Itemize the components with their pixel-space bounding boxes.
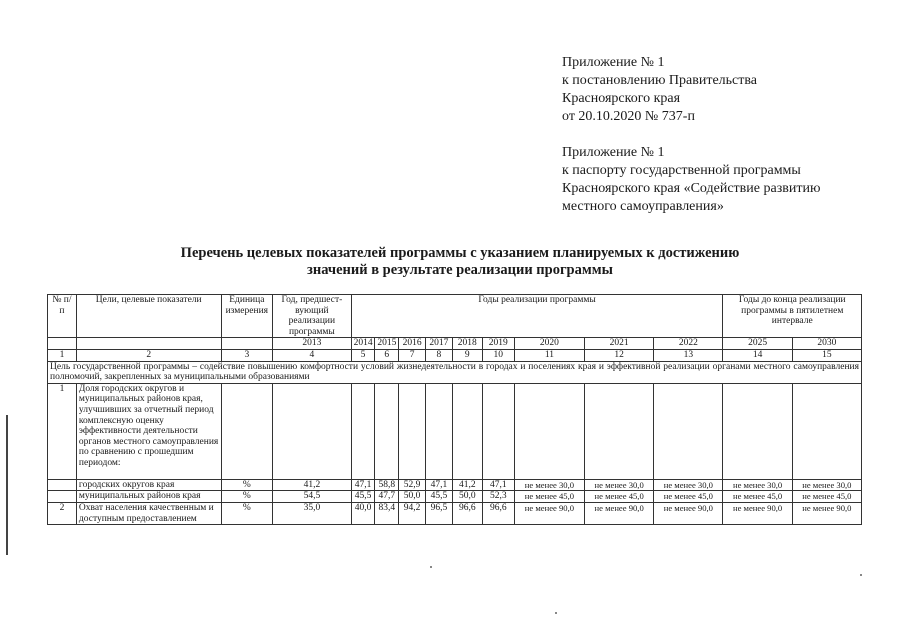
column-number: 10 bbox=[482, 349, 514, 361]
header-num: № п/п bbox=[48, 295, 77, 338]
value-cell: не менее 45,0 bbox=[585, 491, 654, 503]
value-cell: 94,2 bbox=[399, 502, 426, 524]
value-cell: 96,6 bbox=[452, 502, 482, 524]
value-cell: 45,5 bbox=[351, 491, 375, 503]
scan-speck bbox=[555, 612, 557, 614]
header-year: 2014 bbox=[351, 338, 375, 350]
value-cell: 52,9 bbox=[399, 479, 426, 491]
row-name: Доля городских округов и муниципальных районов края, улучшивших за отчетный период комплексную оценку эффективности деятельности органов местного самоуправления по сравнению с прошедшим периодом: bbox=[76, 383, 221, 479]
value-cell: 54,5 bbox=[273, 491, 352, 503]
column-number: 1 bbox=[48, 349, 77, 361]
value-cell: не менее 90,0 bbox=[654, 502, 723, 524]
value-cell: не менее 45,0 bbox=[514, 491, 584, 503]
subrow-name: городских округов края bbox=[76, 479, 221, 491]
value-cell: не менее 90,0 bbox=[585, 502, 654, 524]
header-until-year: 2030 bbox=[792, 338, 861, 350]
value-cell: 52,3 bbox=[482, 491, 514, 503]
subrow-unit: % bbox=[221, 491, 273, 503]
title-line-1: Перечень целевых показателей программы с указанием планируемых к достижению bbox=[180, 245, 740, 261]
column-number: 14 bbox=[723, 349, 792, 361]
column-number: 15 bbox=[792, 349, 861, 361]
table-subrow bbox=[48, 491, 862, 503]
header-year: 2016 bbox=[399, 338, 426, 350]
header-year: 2020 bbox=[514, 338, 584, 350]
table-row bbox=[48, 383, 862, 479]
scan-edge-mark bbox=[6, 415, 8, 555]
value-cell: 50,0 bbox=[452, 491, 482, 503]
column-number: 8 bbox=[425, 349, 452, 361]
value-cell: 41,2 bbox=[452, 479, 482, 491]
value-cell: не менее 45,0 bbox=[723, 491, 792, 503]
value-cell: не менее 45,0 bbox=[792, 491, 861, 503]
appendix-block-passport bbox=[562, 144, 820, 216]
header-prev-year-label: Год, предшест- вующий реализации программы bbox=[273, 295, 352, 338]
appendix-block-resolution bbox=[562, 54, 757, 126]
header-year: 2021 bbox=[585, 338, 654, 350]
column-number: 12 bbox=[585, 349, 654, 361]
header-row bbox=[48, 295, 862, 338]
value-cell: не менее 30,0 bbox=[514, 479, 584, 491]
value-cell: не менее 45,0 bbox=[654, 491, 723, 503]
value-cell: 47,1 bbox=[425, 479, 452, 491]
value-cell: не менее 90,0 bbox=[514, 502, 584, 524]
appendix-line: Красноярского края bbox=[562, 91, 681, 106]
scan-speck bbox=[860, 574, 862, 576]
value-cell: 40,0 bbox=[351, 502, 375, 524]
value-cell: не менее 30,0 bbox=[654, 479, 723, 491]
goal-row bbox=[48, 361, 862, 383]
appendix-line: к паспорту государственной программы bbox=[562, 163, 801, 178]
value-cell: 96,5 bbox=[425, 502, 452, 524]
scan-speck bbox=[430, 566, 432, 568]
value-cell: не менее 90,0 bbox=[792, 502, 861, 524]
column-number: 7 bbox=[399, 349, 426, 361]
column-number: 13 bbox=[654, 349, 723, 361]
table-subrow bbox=[48, 479, 862, 491]
value-cell: не менее 30,0 bbox=[723, 479, 792, 491]
appendix-line: местного самоуправления» bbox=[562, 199, 724, 214]
header-year: 2015 bbox=[375, 338, 399, 350]
subrow-unit: % bbox=[221, 479, 273, 491]
value-cell: 96,6 bbox=[482, 502, 514, 524]
row-unit: % bbox=[221, 502, 273, 524]
header-until-end-label: Годы до конца реализации программы в пятилетнем интервале bbox=[723, 295, 862, 338]
header-until-year: 2025 bbox=[723, 338, 792, 350]
row-num: 1 bbox=[48, 383, 77, 479]
table-row bbox=[48, 502, 862, 524]
value-cell: 35,0 bbox=[273, 502, 352, 524]
column-numbers-row bbox=[48, 349, 862, 361]
header-year: 2017 bbox=[425, 338, 452, 350]
value-cell: не менее 30,0 bbox=[585, 479, 654, 491]
value-cell: 83,4 bbox=[375, 502, 399, 524]
column-number: 11 bbox=[514, 349, 584, 361]
appendix-line: Приложение № 1 bbox=[562, 55, 665, 70]
appendix-line: от 20.10.2020 № 737-п bbox=[562, 109, 695, 124]
value-cell: не менее 30,0 bbox=[792, 479, 861, 491]
value-cell: не менее 90,0 bbox=[723, 502, 792, 524]
value-cell: 41,2 bbox=[273, 479, 352, 491]
goal-text: Цель государственной программы – содействие повышению комфортности условий жизнедеятельности в городах и поселениях края и эффективной реализации органами местного самоуправления полномочий, закрепленных за муниципальными образованиями bbox=[48, 361, 862, 383]
appendix-line: Красноярского края «Содействие развитию bbox=[562, 181, 821, 196]
column-number: 2 bbox=[76, 349, 221, 361]
document-title bbox=[110, 245, 810, 279]
subrow-name: муниципальных районов края bbox=[76, 491, 221, 503]
header-goals: Цели, целевые показатели bbox=[76, 295, 221, 338]
header-year: 2022 bbox=[654, 338, 723, 350]
value-cell: 58,8 bbox=[375, 479, 399, 491]
header-prev-year: 2013 bbox=[273, 338, 352, 350]
appendix-line: к постановлению Правительства bbox=[562, 73, 758, 88]
column-number: 4 bbox=[273, 349, 352, 361]
header-impl-years-label: Годы реализации программы bbox=[351, 295, 723, 338]
row-name: Охват населения качественным и доступным предоставлением bbox=[76, 502, 221, 524]
value-cell: 47,1 bbox=[482, 479, 514, 491]
value-cell: 47,7 bbox=[375, 491, 399, 503]
value-cell: 47,1 bbox=[351, 479, 375, 491]
column-number: 9 bbox=[452, 349, 482, 361]
title-line-2: значений в результате реализации программы bbox=[307, 262, 613, 278]
column-number: 6 bbox=[375, 349, 399, 361]
column-number: 3 bbox=[221, 349, 273, 361]
row-num: 2 bbox=[48, 502, 77, 524]
header-year: 2019 bbox=[482, 338, 514, 350]
value-cell: 45,5 bbox=[425, 491, 452, 503]
header-year: 2018 bbox=[452, 338, 482, 350]
value-cell: 50,0 bbox=[399, 491, 426, 503]
appendix-line: Приложение № 1 bbox=[562, 145, 665, 160]
header-unit: Единица измерения bbox=[221, 295, 273, 338]
column-number: 5 bbox=[351, 349, 375, 361]
indicators-table bbox=[47, 294, 862, 525]
